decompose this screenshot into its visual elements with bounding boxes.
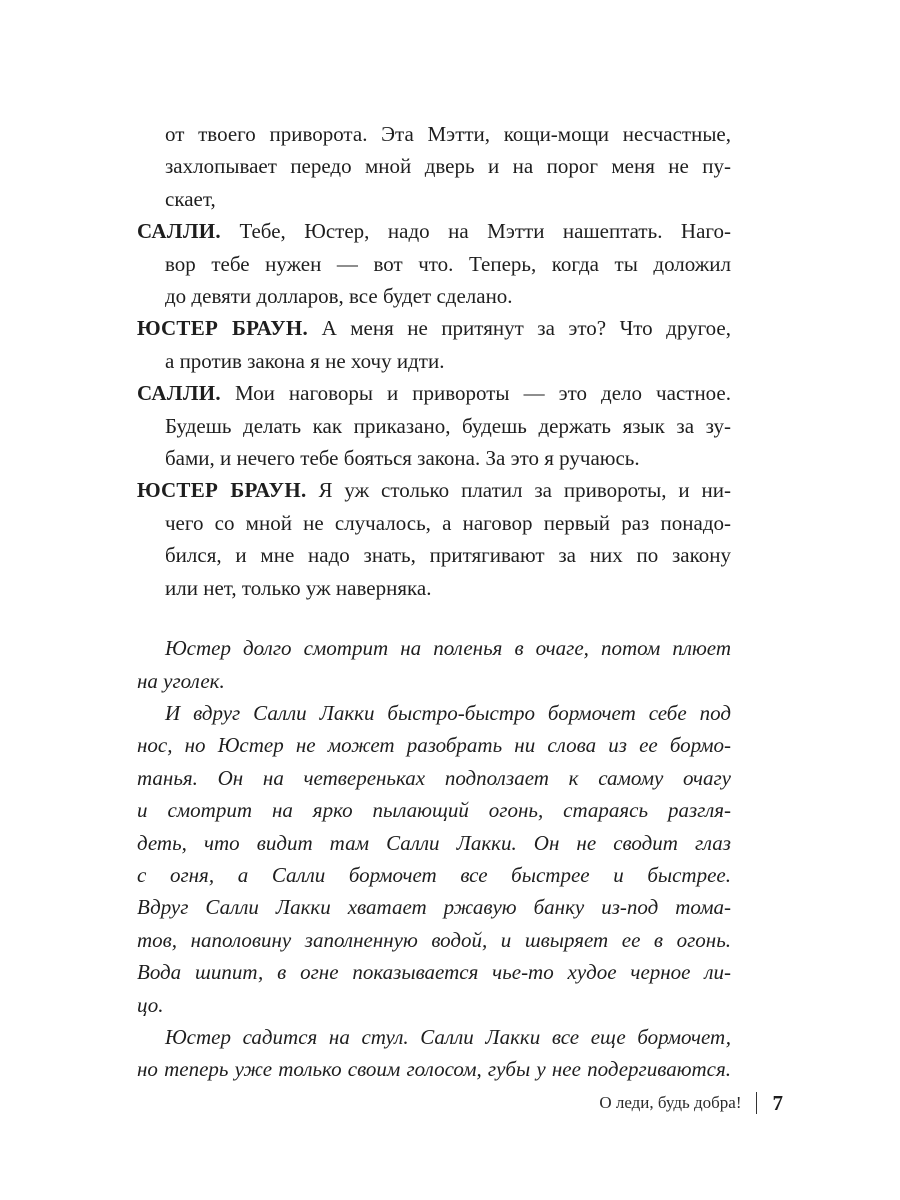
speaker-name: САЛЛИ.	[137, 381, 221, 406]
text-line: Юстер садится на стул. Салли Лакки все еще бормочет,	[165, 1024, 731, 1049]
text-line: И вдруг Салли Лакки быстро-быстро бормочет себе под	[165, 700, 731, 725]
text-line: с огня, а Салли бормочет все быстрее и быстрее.	[137, 862, 731, 887]
speech-text: Я уж столько платил за привороты, и ни-	[318, 478, 731, 503]
text-line: цо.	[137, 992, 164, 1017]
speech-sally-2	[137, 377, 731, 474]
page-number: 7	[772, 1090, 783, 1115]
text-line: Будешь делать как приказано, будешь держать язык за зу-	[165, 413, 731, 438]
speech-sally-1	[137, 215, 731, 312]
page-body	[137, 118, 731, 1086]
text-line: до девяти долларов, все будет сделано.	[165, 284, 513, 309]
speaker-name: ЮСТЕР БРАУН.	[137, 316, 309, 341]
footer-divider	[756, 1092, 757, 1114]
text-line: бами, и нечего тебе бояться закона. За это я ручаюсь.	[165, 446, 640, 471]
text-line: а против закона я не хочу идти.	[165, 348, 445, 373]
section-gap	[137, 604, 731, 632]
speech-first-line	[137, 215, 731, 247]
text-line: скает,	[165, 186, 216, 211]
speech-text: Тебе, Юстер, надо на Мэтти нашептать. Наго-	[239, 219, 731, 244]
speech-euster-1	[137, 312, 731, 377]
speech-first-line	[137, 377, 731, 409]
text-line: нос, но Юстер не может разобрать ни слова из ее бормо-	[137, 733, 731, 758]
text-line: от твоего приворота. Эта Мэтти, кощи-мощи несчастные,	[165, 122, 731, 146]
speaker-name: ЮСТЕР БРАУН.	[137, 478, 307, 503]
speech-first-line	[137, 312, 731, 344]
text-line: или нет, только уж наверняка.	[165, 575, 432, 600]
speech-continuation	[137, 118, 731, 215]
stage-direction-3	[137, 1021, 731, 1086]
text-line: но теперь уже только своим голосом, губы у нее подергиваются.	[137, 1057, 731, 1082]
text-line: бился, и мне надо знать, притягивают за них по закону	[165, 543, 731, 568]
speech-euster-2	[137, 474, 731, 604]
text-line: чего со мной не случалось, а наговор первый раз понадо-	[165, 510, 731, 535]
text-line: танья. Он на четвереньках подползает к самому очагу	[137, 765, 731, 790]
text-line: Вдруг Салли Лакки хватает ржавую банку из-под тома-	[137, 895, 731, 920]
text-line: на уголек.	[137, 668, 225, 693]
text-line: и смотрит на ярко пылающий огонь, стараясь разгля-	[137, 798, 731, 823]
running-title: О леди, будь добра!	[599, 1093, 742, 1112]
stage-direction-1	[137, 632, 731, 697]
text-line: тов, наполовину заполненную водой, и швыряет ее в огонь.	[137, 927, 731, 952]
speech-text: Мои наговоры и привороты — это дело частное.	[235, 381, 732, 406]
text-line: деть, что видит там Салли Лакки. Он не сводит глаз	[137, 830, 731, 855]
stage-direction-2	[137, 697, 731, 1021]
speech-text: А меня не притянут за это? Что другое,	[321, 316, 731, 341]
page-footer	[599, 1090, 783, 1116]
text-line: Юстер долго смотрит на поленья в очаге, потом плюет	[165, 636, 731, 661]
text-line: захлопывает передо мной дверь и на порог меня не пу-	[165, 154, 731, 179]
text-line: вор тебе нужен — вот что. Теперь, когда ты доложил	[165, 251, 731, 276]
speaker-name: САЛЛИ.	[137, 219, 221, 244]
text-line: Вода шипит, в огне показывается чье-то худое черное ли-	[137, 960, 731, 985]
speech-first-line	[137, 474, 731, 506]
